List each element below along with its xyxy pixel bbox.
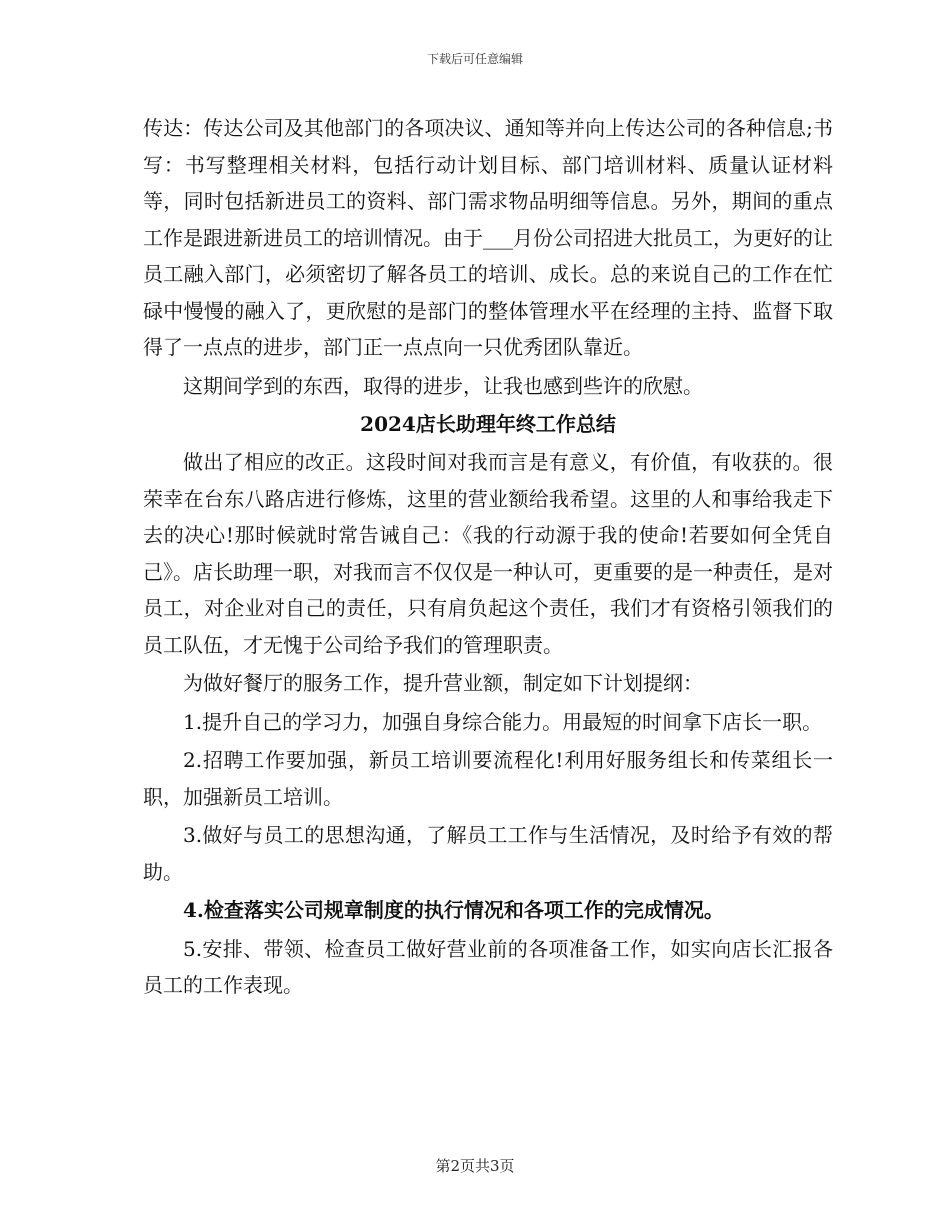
plan-item-3: 3.做好与员工的思想沟通，了解员工工作与生活情况，及时给予有效的帮助。 (143, 823, 833, 884)
page-header: 下载后可任意编辑 (426, 52, 523, 66)
plan-item-4: 4.检查落实公司规章制度的执行情况和各项工作的完成情况。 (183, 898, 724, 922)
paragraph-plan-intro: 为做好餐厅的服务工作，提升营业额，制定如下计划提纲： (183, 671, 703, 695)
page-number: 第2页共3页 (435, 1157, 515, 1175)
paragraph-duties: 传达：传达公司及其他部门的各项决议、通知等并向上传达公司的各种信息;书写：书写整理相关材料，包括行动计划目标、部门培训材料、质量认证材料等，同时包括新进员工的资料、部门需求物品明细等信息。另外，期间的重点工作是跟进新进员工的培训情况。由于___月份公司招进大批员工，为更好的让员工融入部门，必须密切了解各员工的培训、成长。总的来说自己的工作在忙碌中慢慢的融入了，更欣慰的是部门的整体管理水平在经理的主持、监督下取得了一点点的进步，部门正一点点向一只优秀团队靠近。 (143, 116, 833, 359)
plan-item-5: 5.安排、带领、检查员工做好营业前的各项准备工作，如实向店长汇报各员工的工作表现。 (143, 936, 833, 997)
paragraph-progress: 这期间学到的东西，取得的进步，让我也感到些许的欣慰。 (183, 373, 703, 398)
section-title: 2024店长助理年终工作总结 (360, 412, 616, 436)
paragraph-intro: 做出了相应的改正。这段时间对我而言是有意义，有价值，有收获的。很荣幸在台东八路店进行修炼，这里的营业额给我希望。这里的人和事给我走下去的决心!那时候就时常告诫自己：《我的行动源于我的使命!若要如何全凭自己》。店长助理一职，对我而言不仅仅是一种认可，更重要的是一种责任，是对员工，对企业对自己的责任，只有肩负起这个责任，我们才有资格引领我们的员工队伍，才无愧于公司给予我们的管理职责。 (143, 450, 833, 657)
plan-item-1: 1.提升自己的学习力，加强自身综合能力。用最短的时间拿下店长一职。 (183, 709, 823, 734)
plan-item-2: 2.招聘工作要加强，新员工培训要流程化!利用好服务组长和传菜组长一职，加强新员工培训。 (143, 748, 833, 809)
document-body (143, 110, 833, 1004)
